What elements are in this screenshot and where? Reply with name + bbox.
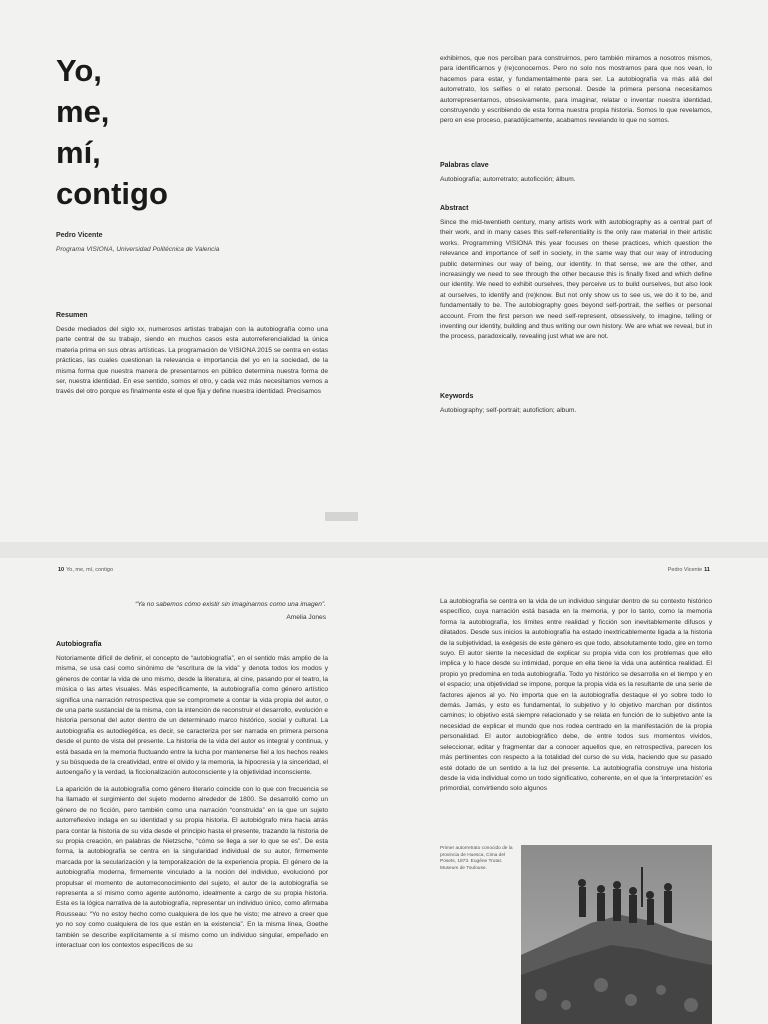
historic-photo: [521, 845, 712, 1024]
epigraph: [56, 598, 326, 624]
folio-left-text: Yo, me, mí, contigo: [66, 567, 114, 573]
epigraph-quote: “Ya no sabemos cómo existir sin imaginarnos como una imagen”.: [135, 601, 326, 608]
palabras-clave-section: [440, 162, 712, 185]
autobiografia-paragraph-1: Notoriamente difícil de definir, el concepto de “autobiografía”, en el sentido más amplio de la misma, se usa casi como sinónimo de “escritura de la vida” y denota todos los modos y géneros de contar la vida de uno mismo, desde la literatura, al cine, pasando por el teatro, la música o las artes visuales. Más específicamente, la autobiografía como género artístico significa una narración retrospectiva que se compromete a contar la vida propia del autor, o de una parte sustancial de la misma, con la intención de reconstruir el desarrollo, evolución e historia personal del autor dentro de un determinado marco histórico, social y cultural. La autobiografía es autodiegética, es decir, se caracteriza por ser narrada en primera persona desde el punto de vista del presente. La historia de la vida del autor es integral y continua, y está basada en la memoria fluctuando entre la lucha por mantenerse fiel a los hechos reales y su búsqueda de la creatividad, entre el olvido y la memoria, la hipocresía y la sinceridad, el autoengaño y la verdad, la ficcionalización autoconsciente y la objetividad inconsciente.: [56, 655, 328, 777]
right-column-paragraph: La autobiografía se centra en la vida de un individuo singular dentro de su contexto histórico específico, cuya narración está basada en la memoria, y por lo tanto, como la memoria forma la autobiografía, los límites entre realidad y ficción son inevitablemente difusos y dilatados. Desde sus inicios la autobiografía ha estado inextricablemente ligada a la historia de la subjetividad, la exégesis de este género es que todo, absolutamente todo, gire en torno suyo. El autor siente la necesidad de explicar su propia vida con los problemas que ello implica y lo hace desde su intimidad, porque en ella tiene la vida una auténtica realidad. El propio yo predomina en toda autobiografía. Todo yo histórico se desarrolla en el tiempo y en el espacio; una objetividad se impone, porque la propia vida es la resultante de una serie de factores ajenos al yo. No importa que en la autobiografía destaque el yo sobre todo lo demás. Jamás, y esto es fundamental, lo subjetivo y lo objetivo marchan por distintos caminos; lo objetivo está siempre relacionado y se relata en función de lo subjetivo ante la necesidad de explicar el mundo que nos rodea centrado en la manifestación de la propia personalidad. El autor autobiográfico debe, de entre todos sus momentos vividos, seleccionar, editar y fragmentar dar a conocer aquellos que, en retrospectiva, parecen los más pertinentes con respecto a la totalidad del curso de su vida, haciendo que su pasado esté dotado de un sentido a la luz del presente. La autobiografía construye una historia desde la vida individual como un todo significativo, coherente, en el que la ‘interpretación’ es primordial, convirtiendo solo algunos: [440, 598, 712, 793]
photo-caption: Primer autorretrato conocido de la provincia de Huesca, Cima del Posets, 1873. Eugène Trutat. Museum de Toulouse.: [440, 846, 513, 871]
folio-right: [640, 567, 712, 573]
palabras-clave-text: Autobiografía; autorretrato; autoficción; álbum.: [440, 176, 576, 183]
resumen-continuation: [440, 54, 712, 127]
resumen-cont-text: exhibirnos, que nos perciban para construirnos, pero también miramos a nosotros mismos, para identificarnos y (re)conocernos. Pero no solo nos mostramos para que nos vean, lo hacemos para estar, y fundamentalmente para ser. La autobiografía va más allá del autorretrato, los selfies o el relato personal. Desde la primera persona necesitamos autorrepresentarnos, obsesivamente, para imaginar, relatar o inventar nuestra identidad, construyendo y escribiendo de esta forma nuestra propia historia. Somos lo que revelamos, pero en ese proceso, paradójicamente, acabamos revelando lo que no somos.: [440, 55, 712, 125]
resumen-heading: Resumen: [56, 312, 88, 319]
abstract-text: Since the mid-twentieth century, many artists work with autobiography as a central part of their work, and in many cases this self-referentiality is the only raw material in their artistic works. Programming VISIONA this year focuses on these practices, which question the relevance and importance of self in society, in the same way that our way of introducing public determines our way of being, our identity. In that sense, we are the other, and increasingly we need to see through the other because this is finally fixed and which define our identity. We need to exhibit ourselves, they perceive us to build ourselves, but also look at ourselves, to identify and (re)know. But not only show us to see us, we do it to be, and fundamentally to be. The autobiography goes beyond self-portrait, the selfies or personal account. From the first person we need self-represent, obsessively, to imagine, telling or inventing our identity, building and thus writing our own history. We are what we reveal, but in the process, paradoxically, revealing just what we are not.: [440, 219, 712, 341]
page-number-right: 11: [704, 567, 710, 573]
folio-right-text: Pedro Vicente: [667, 567, 703, 573]
title-line: mí,: [56, 135, 101, 170]
keywords-text: Autobiography; self-portrait; autofiction; album.: [440, 407, 577, 414]
palabras-clave-heading: Palabras clave: [440, 162, 489, 169]
folio-left: [56, 567, 113, 573]
right-column-text: [440, 597, 712, 795]
page-number-left: 10: [58, 567, 65, 573]
page-gap: [0, 542, 768, 558]
autobiografia-heading: Autobiografía: [56, 641, 102, 648]
abstract-heading: Abstract: [440, 205, 469, 212]
title-line: Yo,: [56, 53, 102, 88]
keywords-heading: Keywords: [440, 393, 474, 400]
autobiografia-paragraph-2: La aparición de la autobiografía como género literario coincide con lo que con frecuencia se ha llamado el surgimiento del sujeto moderno alrededor de 1800. Se desarrolló como un género de no ficción, pero también como una narración “construida” en la que un sujeto autorreflexivo indaga en su identidad y su propia historia. El autobiógrafo mira hacia atrás para contar la historia de su vida desde el principio hasta el presente, trazando la historia de su propia creación, en palabras de Nietzsche, “cómo se llega a ser lo que se es”. De esta forma, la autobiografía se centra en la singularidad individual de su autor, firmemente marcada por la secularización y la temporalización de la experiencia propia. El género de la autobiografía moderna, firmemente vinculado a la noción del individuo, evolucionó por propulsar el momento de autorreconocimiento del sujeto, el autor de la autobiografía se representa a sí mismo como agente autónomo, idealmente a cargo de su propia historia. Esta es la lógica narrativa de la autobiografía, representar un individuo único, como afirmaba Rousseau: “Yo no estoy hecho como cualquiera de los que he visto; me atrevo a creer que yo no soy como cualquiera de los que están en la existencia”. En la misma línea, Goethe también se describe explícitamente a sí mismo como un individuo singular, empeñado en interactuar con los contextos específicos de su: [56, 785, 328, 949]
epigraph-source: Amelia Jones: [286, 614, 326, 621]
page-scroll-indicator[interactable]: [325, 512, 358, 521]
author-name: Pedro Vicente: [56, 232, 103, 239]
author-affiliation: Programa VISIONA, Universidad Politécnica de Valencia: [56, 246, 220, 253]
keywords-section: [440, 393, 712, 416]
resumen-section: [56, 312, 328, 398]
title-line: contigo: [56, 176, 168, 211]
article-title: [56, 50, 168, 214]
resumen-text: Desde mediados del siglo xx, numerosos artistas trabajan con la autobiografía como una parte central de su trabajo, siendo en muchos casos esta autorreferencialidad la única materia prima en sus obras artísticas. La programación de VISIONA 2015 se centra en estas prácticas, las cuales cuestionan la relevancia e importancia del yo en la sociedad, de la misma forma que nuestra manera de presentarnos en público determina nuestra forma de ser, nuestra identidad. En ese sentido, somos el otro, y cada vez más necesitamos vernos a través del otro porque es finalmente este el que fija y define nuestra identidad. Precisamos: [56, 326, 328, 396]
autobiografia-section: [56, 641, 328, 951]
title-line: me,: [56, 94, 110, 129]
abstract-section: [440, 205, 712, 343]
